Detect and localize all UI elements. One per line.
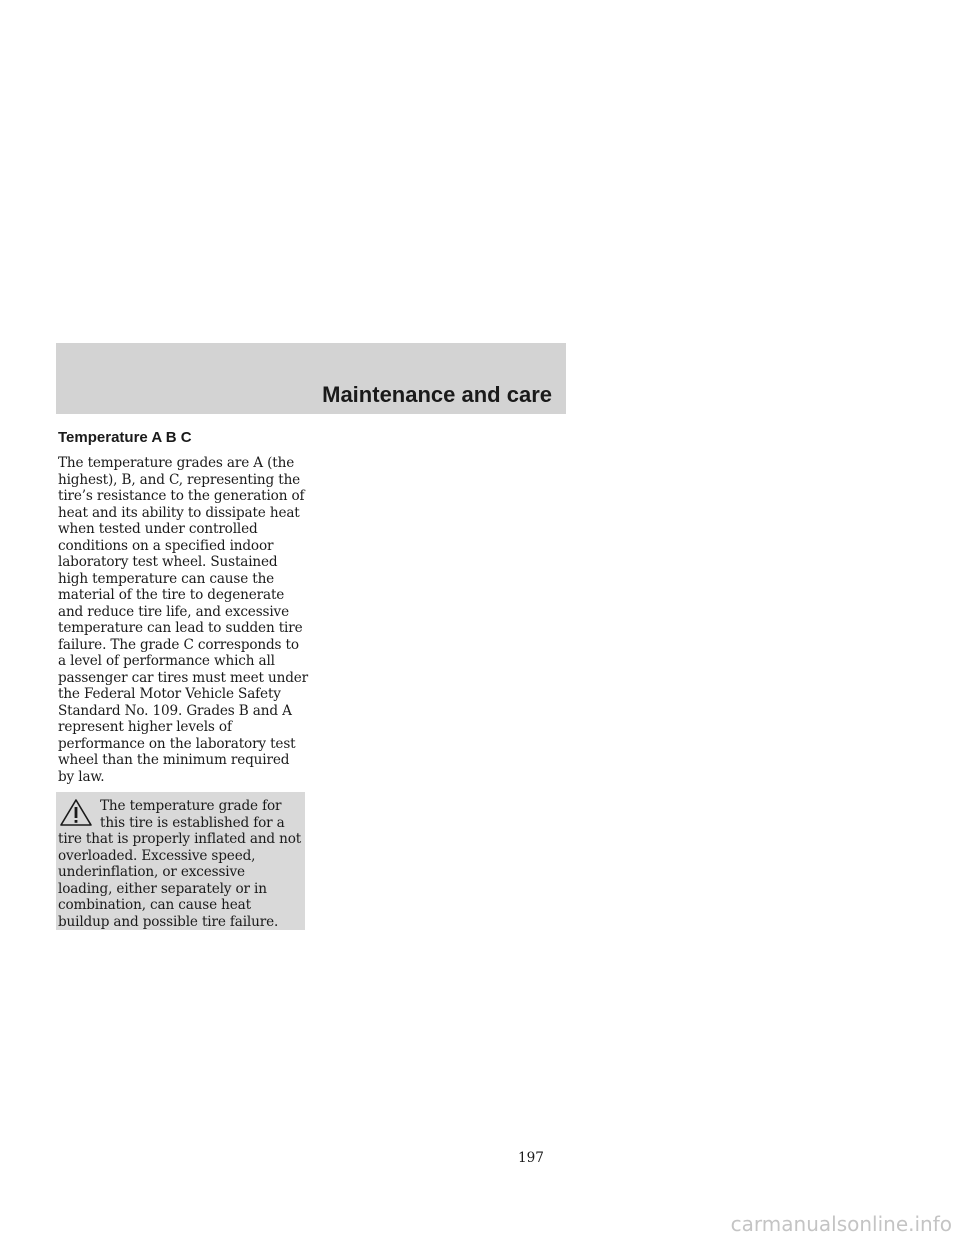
section-heading: Temperature A B C [58, 429, 192, 446]
warning-text-block [58, 798, 302, 930]
watermark: carmanualsonline.info [730, 1212, 952, 1236]
chapter-title: Maintenance and care [322, 382, 552, 407]
page-number: 197 [518, 1150, 544, 1166]
warning-box [56, 792, 305, 930]
warning-text: The temperature grade for this tire is established for a tire that is properly inflated and not overloaded. Excessive speed, underinflation, or excessive loading, either separately or in combination, can cause heat buildup and possible tire failure. [58, 798, 302, 930]
chapter-header-band [56, 343, 566, 414]
section-body-text: The temperature grades are A (the highest), B, and C, representing the tire’s resistance to the generation of heat and its ability to dissipate heat when tested under controlled conditions on a specified indoor laboratory test wheel. Sustained high temperature can cause the material of the tire to degenerate and reduce tire life, and excessive temperature can lead to sudden tire failure. The grade C corresponds to a level of performance which all passenger car tires must meet under the Federal Motor Vehicle Safety Standard No. 109. Grades B and A represent higher levels of performance on the laboratory test wheel than the minimum required by law. [58, 455, 308, 785]
